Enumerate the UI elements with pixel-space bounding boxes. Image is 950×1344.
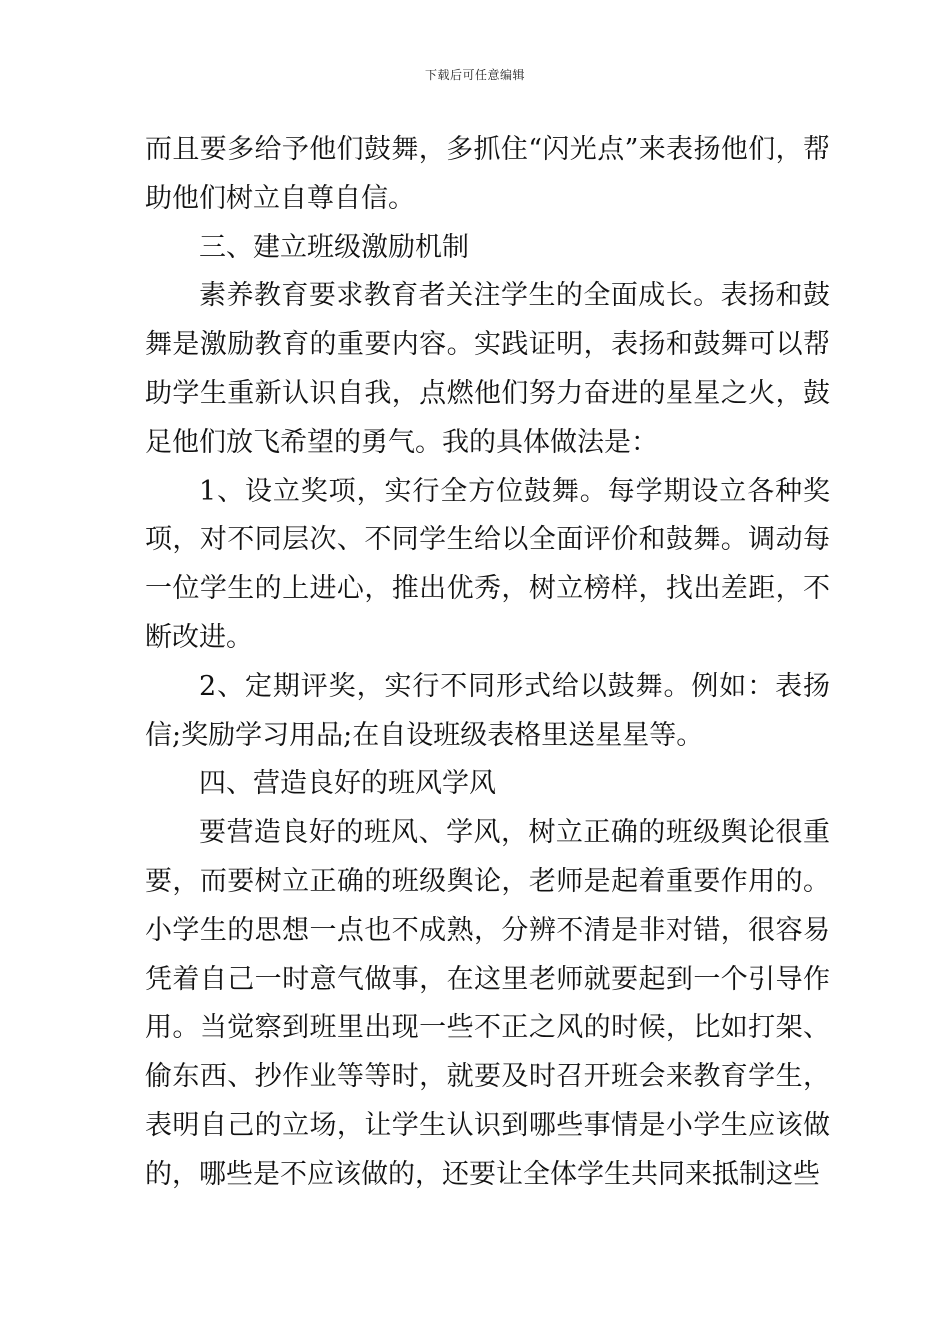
section-heading-incentive-mechanism: 三、建立班级激励机制 — [199, 231, 469, 263]
paragraph-class-atmosphere: 要营造良好的班风、学风，树立正确的班级舆论很重要，而要树立正确的班级舆论，老师是起着重要作用的。小学生的思想一点也不成熟，分辨不清是非对错，很容易凭着自己一时意气做事，在这里老师就要起到一个引导作用。当觉察到班里出现一些不正之风的时候，比如打架、偷东西、抄作业等等时，就要及时召开班会来教育学生，表明自己的立场，让学生认识到哪些事情是小学生应该做的，哪些是不应该做的，还要让全体学生共同来抵制这些 — [145, 817, 830, 1190]
list-item-regular-awards: 2、定期评奖，实行不同形式给以鼓舞。例如：表扬信;奖励学习用品;在自设班级表格里送星星等。 — [145, 670, 830, 751]
section-heading-class-atmosphere: 四、营造良好的班风学风 — [199, 768, 496, 800]
list-item-set-awards: 1、设立奖项，实行全方位鼓舞。每学期设立各种奖项，对不同层次、不同学生给以全面评价和鼓舞。调动每一位学生的上进心，推出优秀，树立榜样，找出差距，不断改进。 — [145, 475, 830, 653]
paragraph-continuation: 而且要多给予他们鼓舞，多抓住“闪光点”来表扬他们，帮助他们树立自尊自信。 — [145, 134, 830, 214]
header-note: 下载后可任意编辑 — [424, 68, 525, 82]
document-body — [145, 126, 830, 1200]
paragraph-quality-education: 素养教育要求教育者关注学生的全面成长。表扬和鼓舞是激励教育的重要内容。实践证明，表扬和鼓舞可以帮助学生重新认识自我，点燃他们努力奋进的星星之火，鼓足他们放飞希望的勇气。我的具体做法是： — [145, 280, 830, 458]
